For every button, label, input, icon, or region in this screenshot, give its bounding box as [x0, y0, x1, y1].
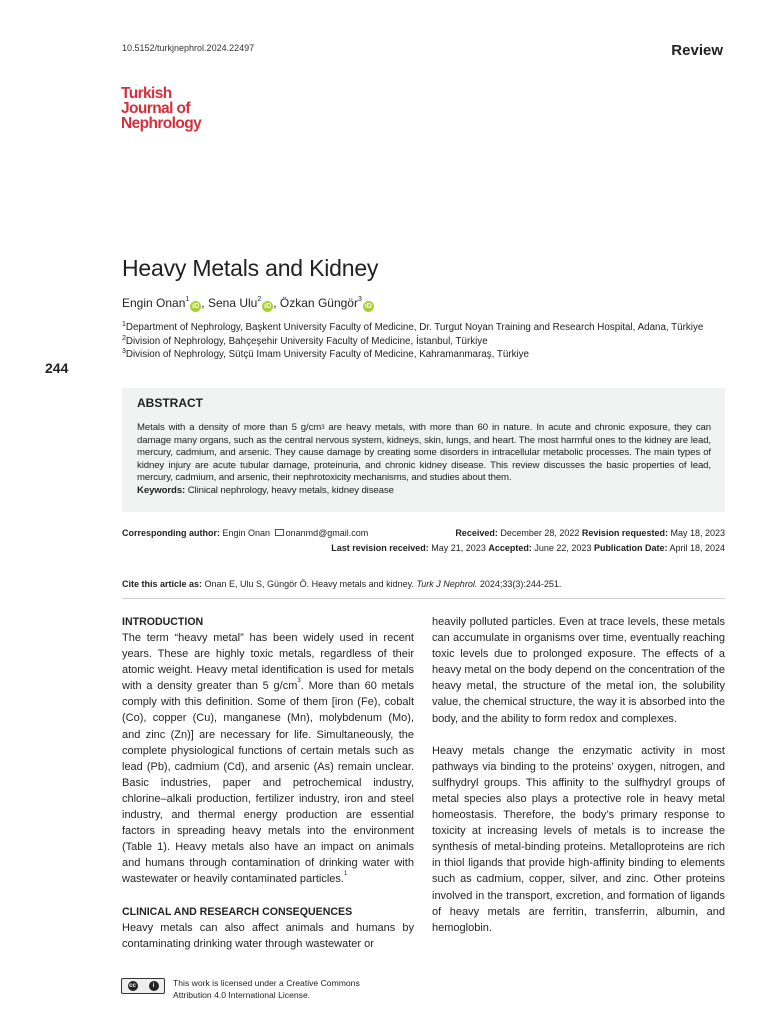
journal-logo — [121, 86, 201, 131]
last-revision-label: Last revision received: — [331, 543, 429, 553]
abstract-text — [137, 422, 711, 485]
accepted-date: June 22, 2023 — [531, 543, 592, 553]
license-text — [173, 977, 360, 1001]
left-column — [122, 614, 414, 952]
corresponding-name: Engin Onan — [220, 528, 271, 538]
received-label: Received: — [455, 528, 498, 538]
abstract-text-part: Metals with a density of more than 5 g/cm — [137, 422, 322, 433]
author-name[interactable]: Özkan Güngör — [279, 296, 358, 310]
logo-line: Turkish — [121, 85, 172, 102]
affiliation-sup: 3 — [122, 348, 126, 355]
author-affiliation-sup: 3 — [357, 296, 362, 303]
corresponding-label: Corresponding author: — [122, 528, 220, 538]
logo-line: Journal of — [121, 100, 190, 117]
doi[interactable]: 10.5152/turkjnephrol.2024.22497 — [122, 43, 255, 53]
superscript: 3 — [297, 678, 301, 685]
reference-marker[interactable]: 1 — [343, 871, 348, 878]
dates-line-1 — [455, 528, 725, 538]
keywords-text: Clinical nephrology, heavy metals, kidney disease — [185, 484, 394, 496]
affiliation — [122, 335, 722, 349]
article-type-label: Review — [671, 42, 723, 59]
author-name[interactable]: Sena Ulu — [207, 296, 258, 310]
dates-line-2 — [331, 543, 725, 553]
section-heading: INTRODUCTION — [122, 616, 204, 628]
citation-label: Cite this article as: — [122, 579, 203, 589]
orcid-icon[interactable]: iD — [264, 303, 272, 310]
divider — [122, 598, 725, 599]
keywords — [137, 485, 711, 498]
revision-label: Revision requested: — [581, 528, 668, 538]
revision-date: May 18, 2023 — [667, 528, 725, 538]
license-line: This work is licensed under a Creative Commons — [173, 978, 360, 988]
by-icon: i — [149, 981, 159, 991]
abstract-box — [122, 388, 725, 512]
citation — [122, 579, 561, 589]
article-title: Heavy Metals and Kidney — [122, 255, 379, 281]
paragraph: Heavy metals change the enzymatic activity in most pathways via binding to the proteins’ oxygen, nitrogen, and sulfhydryl groups. This affinity to the sulfhydryl groups of metal species also plays a protective role in heavy metal homeostasis. Therefore, the body’s primary response to toxicity at increasing levels of metals is to increase the synthesis of metal-binding proteins. Metalloproteins are rich in thiol ligands that provide high-affinity binding to elements such as cadmium, copper, silver, and zinc. Other proteins involved in the transport, excretion, and formation of ligands of heavy metals are ferritin, transferrin, albumin, and hemoglobin. — [432, 744, 725, 934]
affiliation-sup: 1 — [122, 321, 126, 328]
affiliations — [122, 321, 722, 362]
paragraph: heavily polluted particles. Even at trace levels, these metals can accumulate in organisms over time, eventually reaching toxic levels due to prolonged exposure. The effects of a heavy metal on the body depend on the concentration of the heavy metal, the structure of the metal ion, the solubility value, the chemical structure, the way it is absorbed into the body, and the ability to form redox and complexes. — [432, 616, 725, 725]
license-line: Attribution 4.0 International License. — [173, 990, 311, 1000]
affiliation-text: Division of Nephrology, Bahçeşehir University Faculty of Medicine, İstanbul, Türkiye — [125, 335, 488, 347]
abstract-sup: 3 — [321, 425, 325, 431]
cc-icon: cc — [129, 983, 136, 989]
author-affiliation-sup: 2 — [257, 296, 262, 303]
affiliation-text: Department of Nephrology, Başkent University Faculty of Medicine, Dr. Turgut Noyan Training and Research Hospital, Adana, Türkiye — [125, 322, 704, 333]
paragraph-text: The term “heavy metal” has been widely used in recent years. These are highly toxic metals, regardless of their atomic weight. Heavy metal identification is used for metals with a density greater than 5 g/cm — [122, 632, 414, 693]
affiliation — [122, 321, 722, 335]
paragraph-text: . More than 60 metals comply with this definition. Some of them [iron (Fe), cobalt (Co), copper (Cu), manganese (Mn), molybdenum (Mo), and zinc (Zn)] are necessary for life. Simultaneously, the complete physiological functions of certain metals such as lead (Pb), cadmium (Cd), and arsenic (As) remain unclear. Basic industries, paper and petrochemical industry, chlorine–alkali production, fertilizer industry, iron and steel industry, and thermal energy production are essential factors in spreading heavy metals into the environment (Table 1). Heavy metals also have an impact on animals and humans through contamination of drinking water with wastewater or heavily contaminated particles. — [122, 680, 414, 886]
publication-date: April 18, 2024 — [667, 543, 725, 553]
citation-text: Onan E, Ulu S, Güngör Ö. Heavy metals and kidney. — [202, 579, 417, 589]
logo-line: Nephrology — [121, 115, 202, 132]
corresponding-author — [122, 528, 368, 538]
accepted-label: Accepted: — [488, 543, 532, 553]
publication-label: Publication Date: — [593, 543, 668, 553]
right-column — [432, 614, 725, 936]
paragraph: Heavy metals can also affect animals and humans by contaminating drinking water through wastewater or — [122, 921, 414, 950]
envelope-icon — [275, 529, 284, 536]
received-date: December 28, 2022 — [497, 528, 580, 538]
corresponding-email[interactable]: onanmd@gmail.com — [285, 528, 369, 538]
orcid-icon[interactable]: iD — [364, 303, 372, 310]
citation-ref: 2024;33(3):244-251. — [477, 579, 562, 589]
author-list: Engin Onan$^1$iD , Sena Ulu$^2$iD , Özkan Güngör$^3$iD — [122, 296, 372, 310]
paragraph — [122, 630, 414, 888]
author-name[interactable]: Engin Onan — [122, 296, 186, 310]
affiliation-sup: 2 — [122, 334, 126, 342]
keywords-label: Keywords: — [137, 484, 186, 496]
cc-license-badge[interactable] — [121, 978, 165, 994]
author-affiliation-sup: 1 — [185, 296, 190, 303]
last-revision-date: May 21, 2023 — [428, 543, 486, 553]
section-heading: CLINICAL AND RESEARCH CONSEQUENCES — [122, 905, 353, 918]
affiliation-text: Division of Nephrology, Sütçü Imam University Faculty of Medicine, Kahramanmaraş, Türkiye — [125, 349, 529, 360]
abstract-heading: ABSTRACT — [137, 396, 203, 410]
orcid-icon[interactable]: iD — [192, 303, 200, 310]
affiliation — [122, 348, 722, 362]
page-number: 244 — [45, 360, 69, 376]
citation-journal: Turk J Nephrol. — [416, 579, 478, 589]
abstract-text-part: are heavy metals, with more than 60 in nature. In acute and chronic exposure, they can damage many organs, such as the central nervous system, kidneys, skin, lungs, and heart. The most harmful ones to the kidney are lead, mercury, cadmium, and arsenic. They cause damage by creating some disorders in intracellular metabolic processes. The main types of kidney injury are acute tubular damage, proteinuria, and chronic kidney disease. This review discusses the basic properties of lead, mercury, cadmium, and arsenic, their nephrotoxicity mechanisms, and studies about them. — [137, 422, 711, 484]
